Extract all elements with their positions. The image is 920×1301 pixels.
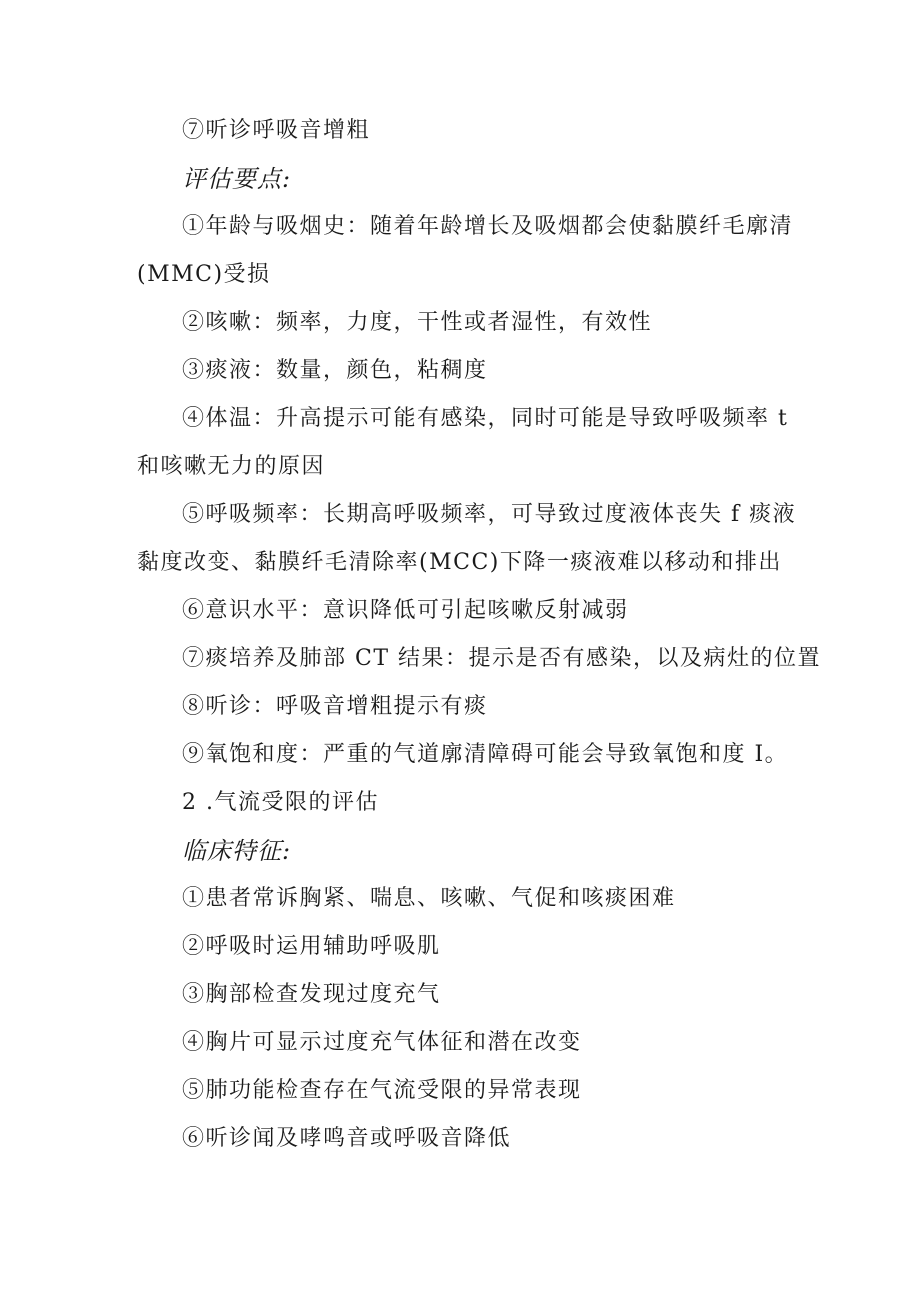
text-line: ②咳嗽：频率，力度，干性或者湿性，有效性 (182, 310, 653, 335)
text-line: ①年龄与吸烟史：随着年龄增长及吸烟都会使黏膜纤毛廓清 (182, 214, 794, 239)
text-line: 和咳嗽无力的原因 (137, 454, 326, 479)
text-line: ⑥意识水平：意识降低可引起咳嗽反射减弱 (182, 598, 629, 623)
text-line: ⑦听诊呼吸音增粗 (182, 118, 371, 143)
section-heading-clinical-features: 临床特征: (182, 837, 292, 865)
text-line: ⑨氧饱和度：严重的气道廓清障碍可能会导致氧饱和度 I。 (182, 742, 789, 767)
text-line: ②呼吸时运用辅助呼吸肌 (182, 934, 441, 959)
section-heading-assessment-points: 评估要点: (182, 165, 292, 193)
text-line: ①患者常诉胸紧、喘息、咳嗽、气促和咳痰困难 (182, 886, 676, 911)
text-line: ⑥听诊闻及哮鸣音或呼吸音降低 (182, 1126, 512, 1151)
text-line: ⑤肺功能检查存在气流受限的异常表现 (182, 1078, 582, 1103)
text-line: ⑧听诊：呼吸音增粗提示有痰 (182, 694, 488, 719)
text-line: ③胸部检查发现过度充气 (182, 982, 441, 1007)
text-line: ③痰液：数量，颜色，粘稠度 (182, 358, 488, 383)
text-line: ⑦痰培养及肺部 CT 结果：提示是否有感染，以及病灶的位置 (182, 646, 821, 671)
text-line: ⑤呼吸频率：长期高呼吸频率，可导致过度液体丧失 f 痰液 (182, 502, 797, 527)
text-line: (MMC)受损 (137, 262, 271, 287)
section-heading-airflow-limitation: 2 .气流受限的评估 (182, 790, 379, 815)
text-line: ④体温：升高提示可能有感染，同时可能是导致呼吸频率 t (182, 406, 789, 431)
text-line: 黏度改变、黏膜纤毛清除率(MCC)下降一痰液难以移动和排出 (137, 550, 782, 575)
text-line: ④胸片可显示过度充气体征和潜在改变 (182, 1030, 582, 1055)
